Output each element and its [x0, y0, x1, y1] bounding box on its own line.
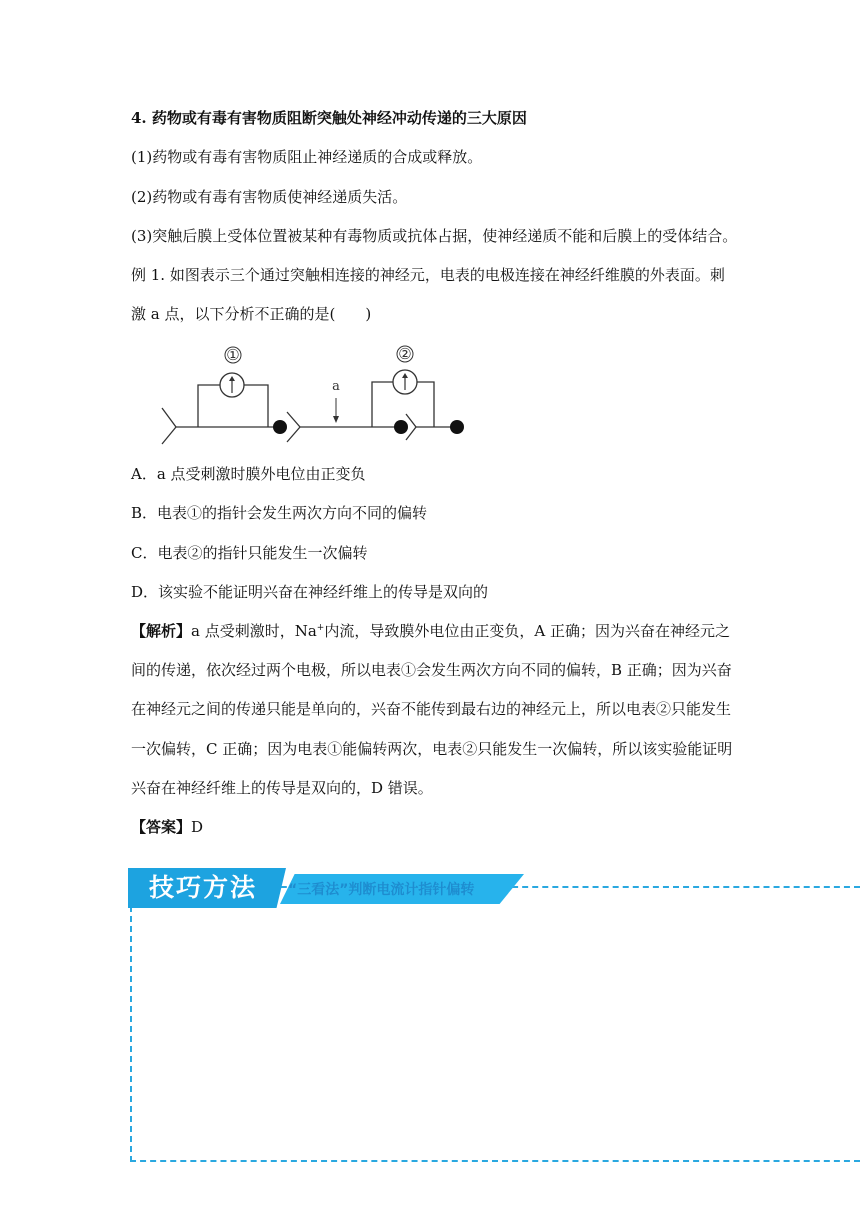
- answer-tag: 【答案】: [131, 818, 192, 836]
- answer-value: D: [191, 818, 204, 836]
- example-question-line-2: 激 a 点，以下分析不正确的是( ): [131, 305, 372, 323]
- meter-2-label: ②: [398, 345, 412, 363]
- axon-terminal-1: [273, 420, 287, 434]
- point-2: (2)药物或有毒有害物质使神经递质失活。: [131, 188, 408, 206]
- section-heading: 4. 药物或有毒有害物质阻断突触处神经冲动传递的三大原因: [131, 109, 527, 127]
- axon-terminal-3: [450, 420, 464, 434]
- point-3: (3)突触后膜上受体位置被某种有毒物质或抗体占据，使神经递质不能和后膜上的受体结合。: [131, 227, 738, 245]
- analysis-line-4: 一次偏转，C 正确；因为电表①能偏转两次，电表②只能发生一次偏转，所以该实验能证明: [131, 740, 733, 758]
- technique-section: [128, 866, 860, 1166]
- analysis-line-1: 【解析】a 点受刺激时，Na+内流，导致膜外电位由正变负，A 正确；因为兴奋在神经元之: [131, 622, 730, 640]
- dendrite-ends-left: [162, 408, 176, 444]
- meter-1-label: ①: [226, 346, 240, 364]
- neuron-synapse-diagram: [160, 342, 480, 448]
- banner-title: 技巧方法: [148, 873, 257, 902]
- analysis-line-2: 间的传递，依次经过两个电极，所以电表①会发生两次方向不同的偏转，B 正确；因为兴奋: [131, 661, 732, 679]
- analysis-line-3: 在神经元之间的传递只能是单向的，兴奋不能传到最右边的神经元上，所以电表②只能发生: [131, 700, 732, 718]
- dashed-content-box: [130, 886, 860, 1162]
- option-c: C．电表②的指针只能发生一次偏转: [131, 544, 368, 562]
- analysis-line-5: 兴奋在神经纤维上的传导是双向的，D 错误。: [131, 779, 433, 797]
- option-a: A．a 点受刺激时膜外电位由正变负: [131, 465, 366, 483]
- axon-terminal-2: [394, 420, 408, 434]
- stimulus-label: a: [332, 379, 340, 394]
- answer-line: [131, 817, 203, 837]
- stimulus-arrow-head: [333, 416, 339, 423]
- option-d: D．该实验不能证明兴奋在神经纤维上的传导是双向的: [131, 583, 489, 601]
- example-question-line-1: 例 1. 如图表示三个通过突触相连接的神经元，电表的电极连接在神经纤维膜的外表面。刺: [131, 266, 725, 284]
- option-b: B．电表①的指针会发生两次方向不同的偏转: [131, 504, 428, 522]
- point-1: (1)药物或有毒有害物质阻止神经递质的合成或释放。: [131, 148, 483, 166]
- dendrite-ends-middle: [287, 412, 300, 442]
- analysis-tag: 【解析】: [131, 622, 192, 640]
- banner-subtitle: “三看法”判断电流计指针偏转: [288, 882, 475, 898]
